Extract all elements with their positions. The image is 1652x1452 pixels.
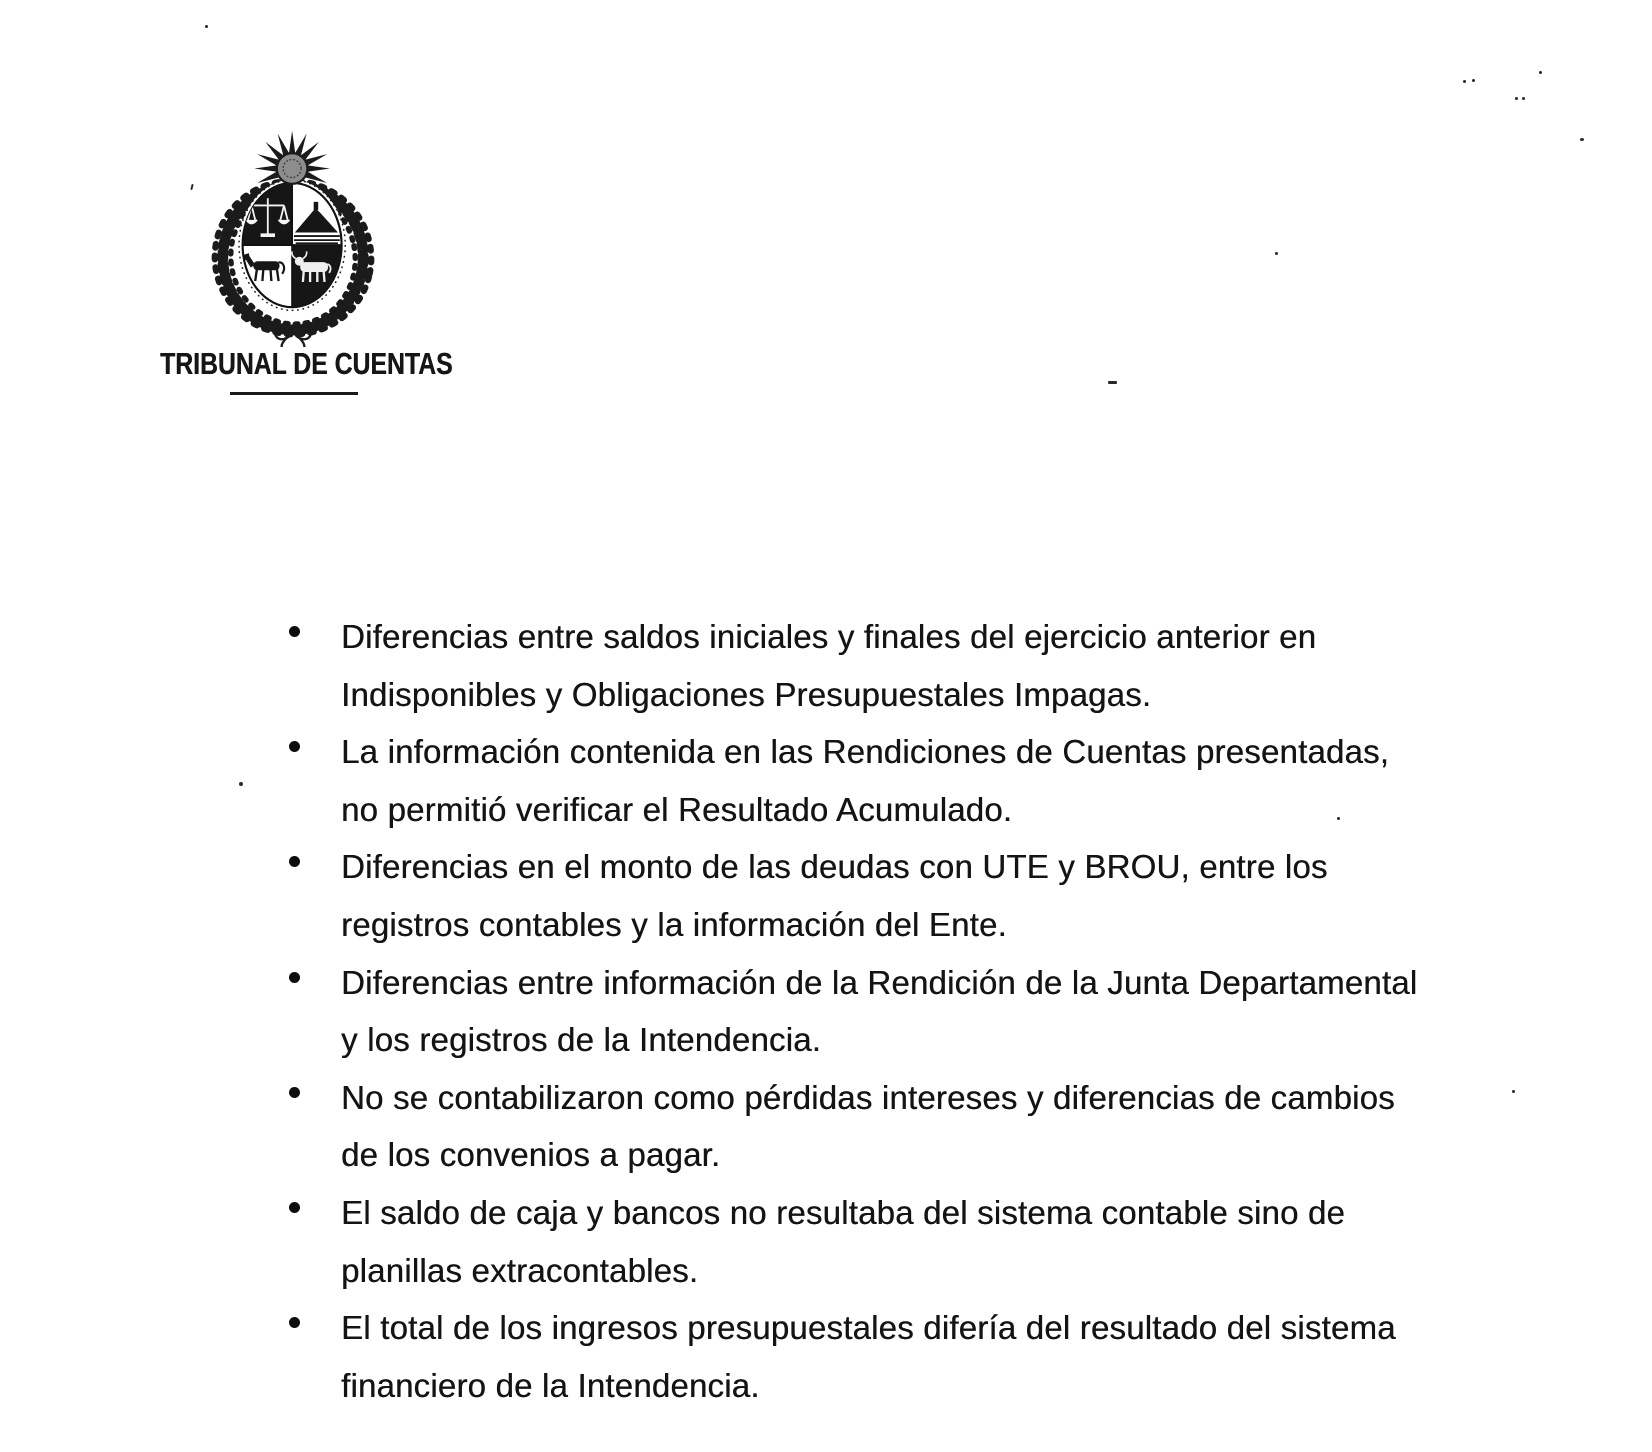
list-item-text: no permitió verificar el Resultado Acumulado. (341, 790, 1013, 828)
scan-speck (1275, 252, 1278, 255)
scan-speck (1539, 71, 1542, 74)
scan-speck (1512, 1090, 1515, 1093)
scan-speck (1337, 817, 1340, 820)
scan-speck (1522, 97, 1525, 100)
findings-list (0, 608, 1652, 1414)
uruguay-coat-of-arms-icon (203, 126, 383, 347)
list-item-text: Indisponibles y Obligaciones Presupuestales Impagas. (341, 675, 1152, 713)
sun-icon (254, 131, 330, 186)
bullet-icon (289, 626, 300, 637)
list-item-text: El total de los ingresos presupuestales difería del resultado del sistema (341, 1309, 1396, 1347)
list-item (0, 1069, 1652, 1184)
list-item (0, 954, 1652, 1069)
scan-speck (1515, 97, 1518, 100)
list-item-text: Diferencias entre saldos iniciales y finales del ejercicio anterior en (341, 618, 1317, 655)
scan-speck (239, 782, 243, 786)
list-item (0, 723, 1652, 838)
scan-speck (1472, 79, 1475, 82)
shield-icon (239, 180, 345, 310)
list-item-text: El saldo de caja y bancos no resultaba del sistema contable sino de (341, 1193, 1346, 1231)
bullet-icon (289, 972, 300, 983)
list-item-text: de los convenios a pagar. (341, 1136, 721, 1174)
list-item-text: La información contenida en las Rendiciones de Cuentas presentadas, (341, 733, 1390, 771)
org-name: TRIBUNAL DE CUENTAS (160, 346, 453, 381)
scan-speck (1580, 138, 1584, 141)
list-item-text: No se contabilizaron como pérdidas intereses y diferencias de cambios (341, 1078, 1395, 1116)
list-item (0, 608, 1652, 723)
list-item-text: planillas extracontables. (341, 1251, 699, 1289)
list-item-text: Diferencias en el monto de las deudas con UTE y BROU, entre los (341, 848, 1328, 886)
list-item-text: financiero de la Intendencia. (341, 1366, 760, 1404)
list-item (0, 838, 1652, 953)
scan-speck (1463, 80, 1466, 83)
bullet-icon (289, 1087, 300, 1098)
list-item (0, 1299, 1652, 1414)
list-item-text: y los registros de la Intendencia. (341, 1021, 822, 1059)
list-item (0, 1184, 1652, 1299)
org-name-underline (230, 392, 358, 395)
list-item-text: Diferencias entre información de la Rendición de la Junta Departamental (341, 963, 1418, 1001)
bullet-icon (289, 1202, 300, 1213)
scan-speck (1108, 381, 1117, 384)
scan-speck (190, 184, 193, 190)
scan-speck (205, 25, 208, 28)
list-item-text: registros contables y la información del Ente. (341, 905, 1007, 943)
